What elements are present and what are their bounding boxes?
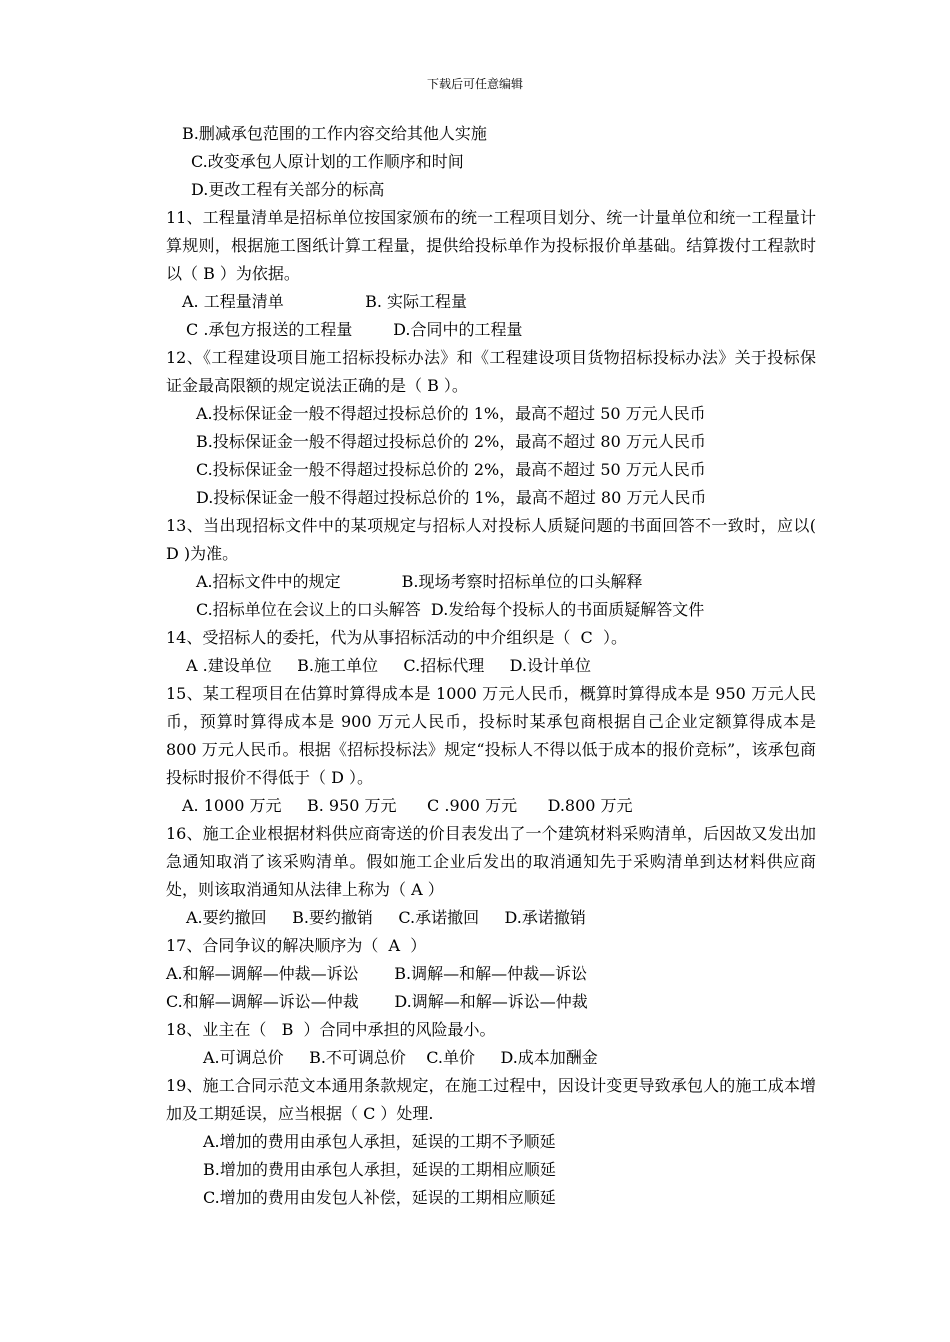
text-line: D.投标保证金一般不得超过投标总价的 1%，最高不超过 80 万元人民币: [196, 488, 707, 507]
text-line: A.要约撤回 B.要约撤销 C.承诺撤回 D.承诺撤销: [186, 908, 586, 927]
text-line: 14、受招标人的委托，代为从事招标活动的中介组织是（ C ）。: [166, 628, 627, 647]
question-paragraph: 16、施工企业根据材料供应商寄送的价目表发出了一个建筑材料采购清单，后因故又发出加急通知取消了该采购清单。假如施工企业后发出的取消通知先于采购清单到达材料供应商处，则该取消通知从法律上称为（ A ）: [166, 824, 816, 899]
text-line: A. 1000 万元 B. 950 万元 C .900 万元 D.800 万元: [182, 796, 633, 815]
text-line: B.增加的费用由承包人承担，延误的工期相应顺延: [203, 1160, 556, 1179]
text-line: A. 工程量清单 B. 实际工程量: [182, 292, 468, 311]
text-line: C.投标保证金一般不得超过投标总价的 2%，最高不超过 50 万元人民币: [196, 460, 706, 479]
question-paragraph: 12、《工程建设项目施工招标投标办法》和《工程建设项目货物招标投标办法》关于投标保证金最高限额的规定说法正确的是（ B ）。: [166, 348, 816, 395]
text-line: A.增加的费用由承包人承担，延误的工期不予顺延: [203, 1132, 556, 1151]
question-paragraph: 15、某工程项目在估算时算得成本是 1000 万元人民币，概算时算得成本是 950 万元人民币，预算时算得成本是 900 万元人民币，投标时某承包商根据自己企业定额算得成本是 800 万元人民币。根据《招标投标法》规定“投标人不得以低于成本的报价竞标”，该承包商投标时报价不得低于（ D ）。: [166, 684, 816, 787]
text-line: A.和解—调解—仲裁—诉讼 B.调解—和解—仲裁—诉讼: [166, 964, 588, 983]
text-line: B.投标保证金一般不得超过投标总价的 2%，最高不超过 80 万元人民币: [196, 432, 706, 451]
text-line: C .承包方报送的工程量 D.合同中的工程量: [186, 320, 523, 339]
question-paragraph: 13、当出现招标文件中的某项规定与招标人对投标人质疑问题的书面回答不一致时，应以( D )为准。: [166, 516, 816, 563]
text-line: A.投标保证金一般不得超过投标总价的 1%，最高不超过 50 万元人民币: [196, 404, 706, 423]
text-line: 18、业主在（ B ）合同中承担的风险最小。: [166, 1020, 496, 1039]
text-line: C.和解—调解—诉讼—仲裁 D.调解—和解—诉讼—仲裁: [166, 992, 588, 1011]
text-line: A.可调总价 B.不可调总价 C.单价 D.成本加酬金: [203, 1048, 598, 1067]
page-header: 下载后可任意编辑: [426, 77, 523, 91]
text-line: A.招标文件中的规定 B.现场考察时招标单位的口头解释: [196, 572, 643, 591]
text-line: A .建设单位 B.施工单位 C.招标代理 D.设计单位: [186, 656, 591, 675]
question-paragraph: 19、施工合同示范文本通用条款规定，在施工过程中，因设计变更导致承包人的施工成本增加及工期延误，应当根据（ C ）处理.: [166, 1076, 816, 1123]
question-paragraph: 11、工程量清单是招标单位按国家颁布的统一工程项目划分、统一计量单位和统一工程量计算规则，根据施工图纸计算工程量，提供给投标单作为投标报价单基础。结算拨付工程款时以（ B ）为依据。: [166, 208, 816, 283]
text-line: B.删减承包范围的工作内容交给其他人实施: [182, 124, 487, 143]
text-line: D.更改工程有关部分的标高: [191, 180, 385, 199]
text-line: C.招标单位在会议上的口头解答 D.发给每个投标人的书面质疑解答文件: [196, 600, 705, 619]
document-body: [166, 120, 816, 1212]
text-line: C.改变承包人原计划的工作顺序和时间: [191, 152, 464, 171]
text-line: 17、合同争议的解决顺序为（ A ）: [166, 936, 427, 955]
text-line: C.增加的费用由发包人补偿，延误的工期相应顺延: [203, 1188, 556, 1207]
